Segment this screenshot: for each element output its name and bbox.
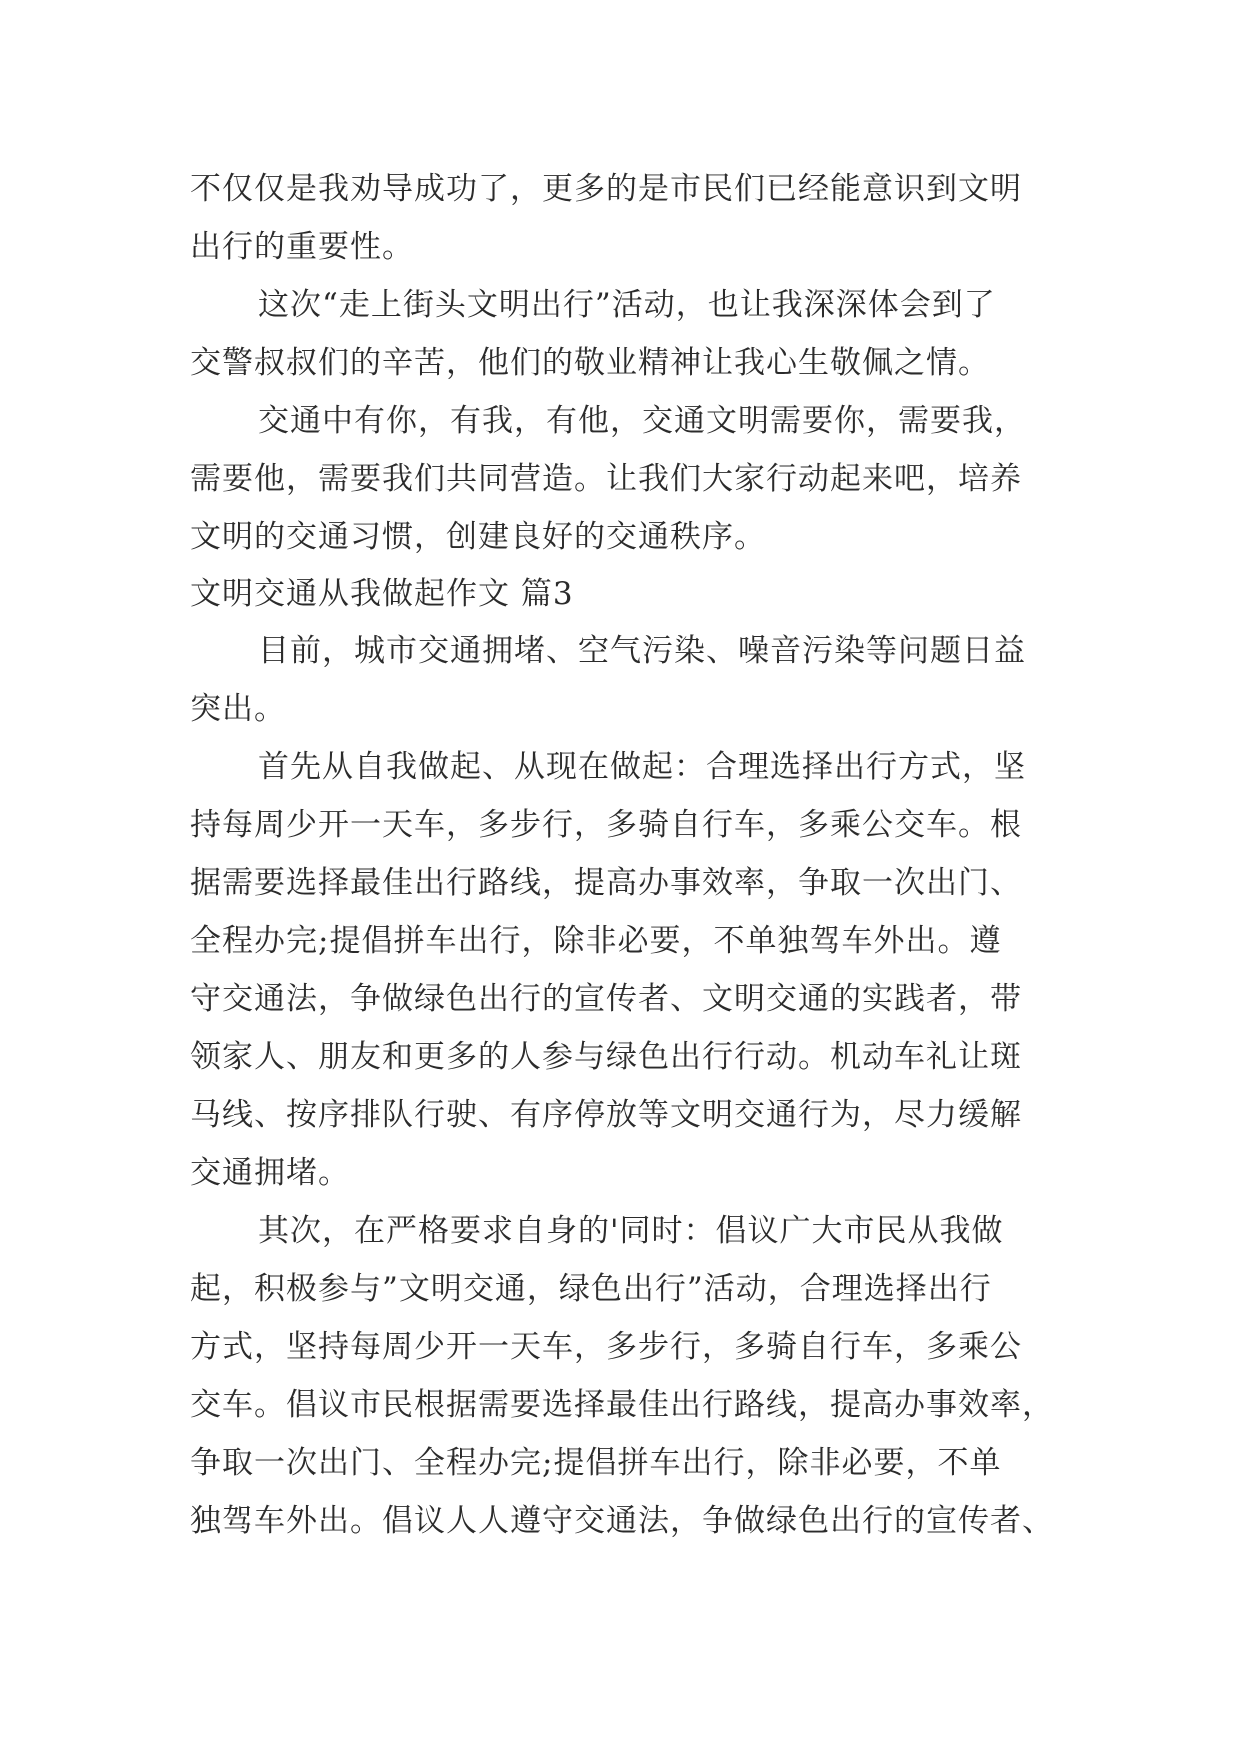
document-body — [190, 160, 1070, 1550]
text-line: 不仅仅是我劝导成功了，更多的是市民们已经能意识到文明 — [190, 171, 1022, 207]
text-line: 出行的重要性。 — [190, 229, 414, 265]
paragraph-start-line: 其次，在严格要求自身的'同时：倡议广大市民从我做 — [258, 1213, 1004, 1249]
text-line: 需要他，需要我们共同营造。让我们大家行动起来吧，培养 — [190, 461, 1022, 497]
text-line: 起，积极参与”文明交通，绿色出行”活动，合理选择出行 — [190, 1271, 992, 1307]
paragraph-start-line: 目前，城市交通拥堵、空气污染、噪音污染等问题日益 — [258, 633, 1026, 669]
text-line: 持每周少开一天车，多步行，多骑自行车，多乘公交车。根 — [190, 807, 1022, 843]
paragraph-start-line: 首先从自我做起、从现在做起：合理选择出行方式，坚 — [258, 749, 1026, 785]
text-line: 交通拥堵。 — [190, 1155, 350, 1191]
text-line: 独驾车外出。倡议人人遵守交通法，争做绿色出行的宣传者、 — [190, 1503, 1054, 1539]
text-line: 据需要选择最佳出行路线，提高办事效率，争取一次出门、 — [190, 865, 1022, 901]
text-line: 领家人、朋友和更多的人参与绿色出行行动。机动车礼让斑 — [190, 1039, 1022, 1075]
text-line: 全程办完;提倡拼车出行，除非必要，不单独驾车外出。遵 — [190, 923, 1002, 959]
text-line: 文明的交通习惯，创建良好的交通秩序。 — [190, 519, 766, 555]
text-line: 交车。倡议市民根据需要选择最佳出行路线，提高办事效率， — [190, 1387, 1054, 1423]
section-heading: 文明交通从我做起作文 篇3 — [190, 576, 574, 612]
text-line: 交警叔叔们的辛苦，他们的敬业精神让我心生敬佩之情。 — [190, 345, 990, 381]
paragraph-start-line: 这次“走上街头文明出行”活动，也让我深深体会到了 — [258, 287, 996, 323]
text-line: 守交通法，争做绿色出行的宣传者、文明交通的实践者，带 — [190, 981, 1022, 1017]
text-line: 突出。 — [190, 691, 286, 727]
text-line: 方式，坚持每周少开一天车，多步行，多骑自行车，多乘公 — [190, 1329, 1022, 1365]
text-line: 争取一次出门、全程办完;提倡拼车出行，除非必要，不单 — [190, 1445, 1002, 1481]
text-line: 马线、按序排队行驶、有序停放等文明交通行为，尽力缓解 — [190, 1097, 1022, 1133]
paragraph-start-line: 交通中有你，有我，有他，交通文明需要你，需要我， — [258, 403, 1026, 439]
